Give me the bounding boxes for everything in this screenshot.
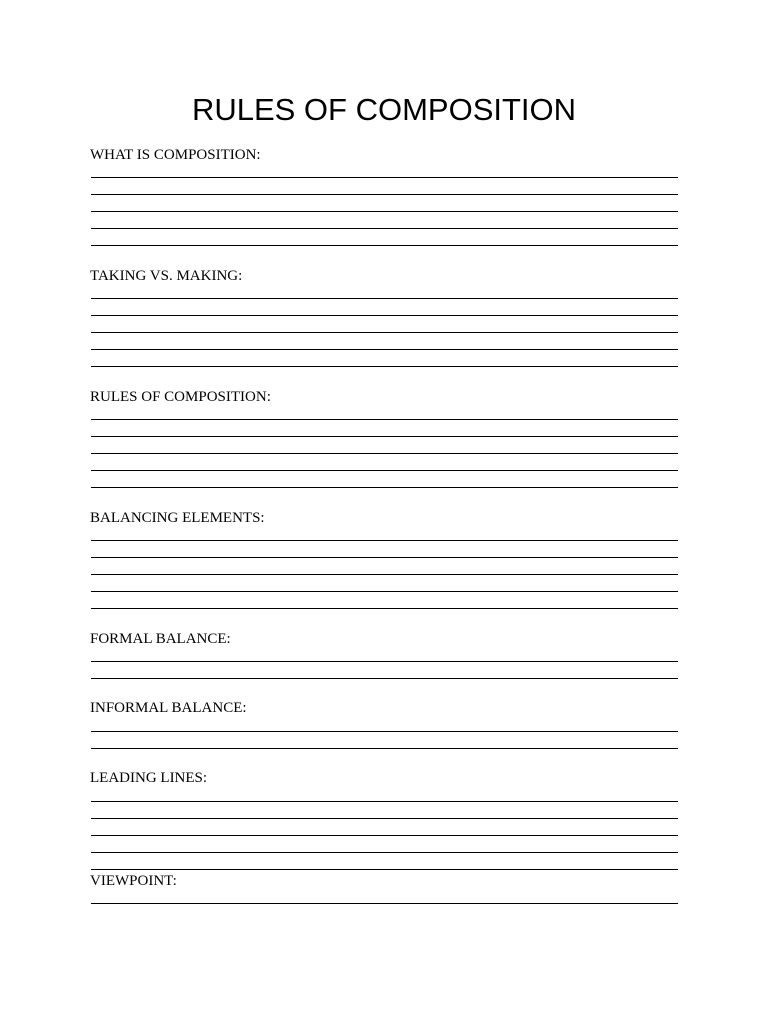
answer-line[interactable] xyxy=(91,591,678,592)
section-label-rules-of-composition: RULES OF COMPOSITION: xyxy=(90,389,271,405)
answer-line[interactable] xyxy=(91,661,678,662)
answer-line[interactable] xyxy=(91,349,678,350)
section-label-viewpoint: VIEWPOINT: xyxy=(90,873,177,889)
answer-line[interactable] xyxy=(91,366,678,367)
answer-line[interactable] xyxy=(91,678,678,679)
answer-line[interactable] xyxy=(91,436,678,437)
answer-line[interactable] xyxy=(91,487,678,488)
answer-line[interactable] xyxy=(91,211,678,212)
answer-line[interactable] xyxy=(91,869,678,870)
answer-line[interactable] xyxy=(91,748,678,749)
answer-line[interactable] xyxy=(91,540,678,541)
answer-line[interactable] xyxy=(91,453,678,454)
answer-line[interactable] xyxy=(91,731,678,732)
answer-line[interactable] xyxy=(91,608,678,609)
section-label-taking-vs-making: TAKING VS. MAKING: xyxy=(90,268,243,284)
answer-line[interactable] xyxy=(91,315,678,316)
answer-line[interactable] xyxy=(91,835,678,836)
section-label-informal-balance: INFORMAL BALANCE: xyxy=(90,700,247,716)
answer-line[interactable] xyxy=(91,801,678,802)
section-label-balancing-elements: BALANCING ELEMENTS: xyxy=(90,510,265,526)
answer-line[interactable] xyxy=(91,470,678,471)
answer-line[interactable] xyxy=(91,419,678,420)
answer-line[interactable] xyxy=(91,245,678,246)
section-label-what-is-composition: WHAT IS COMPOSITION: xyxy=(90,147,261,163)
answer-line[interactable] xyxy=(91,903,678,904)
section-label-formal-balance: FORMAL BALANCE: xyxy=(90,631,231,647)
page-title: RULES OF COMPOSITION xyxy=(191,92,577,127)
answer-line[interactable] xyxy=(91,557,678,558)
answer-line[interactable] xyxy=(91,177,678,178)
section-label-leading-lines: LEADING LINES: xyxy=(90,770,208,786)
answer-line[interactable] xyxy=(91,228,678,229)
answer-line[interactable] xyxy=(91,298,678,299)
answer-line[interactable] xyxy=(91,574,678,575)
answer-line[interactable] xyxy=(91,852,678,853)
answer-line[interactable] xyxy=(91,818,678,819)
answer-line[interactable] xyxy=(91,332,678,333)
answer-line[interactable] xyxy=(91,194,678,195)
